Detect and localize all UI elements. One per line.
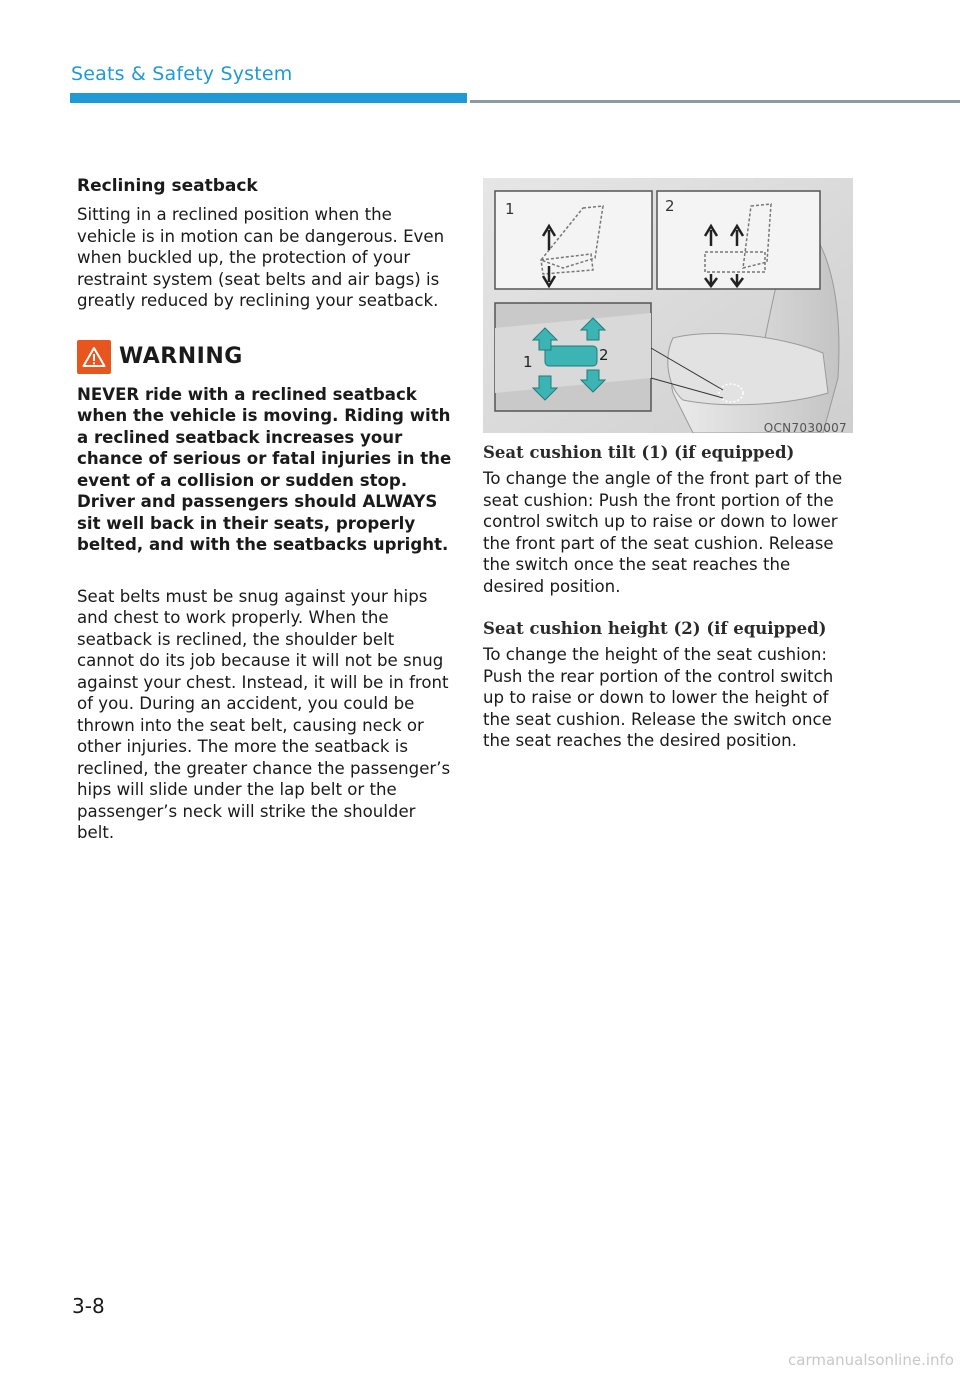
- page-number: 3-8: [72, 1294, 105, 1318]
- inset-1-number: 1: [505, 200, 515, 218]
- switch-label-1: 1: [523, 353, 533, 371]
- watermark: carmanualsonline.info: [788, 1351, 954, 1369]
- seat-cushion-figure: [483, 178, 853, 433]
- height-paragraph: To change the height of the seat cushion: Push the rear portion of the control switch up to raise or down to lower the height of the seat cushion. Release the switch once the seat reaches the desired position.: [483, 645, 834, 750]
- inset-2-number: 2: [665, 197, 675, 215]
- right-column: [483, 443, 855, 752]
- warning-header: [77, 340, 455, 374]
- height-heading: Seat cushion height (2) (if equipped): [483, 619, 827, 638]
- seatbelt-paragraph: Seat belts must be snug against your hips and chest to work properly. When the seatback is reclined, the shoulder belt cannot do its job because it will not be snug against your chest. Instead, it will be in front of you. During an accident, you could be thrown into the seat belt, causing neck or other injuries. The more the seatback is reclined, the greater chance the passenger’s hips will slide under the lap belt or the passenger’s neck will strike the shoulder belt.: [77, 586, 451, 842]
- reclining-heading: Reclining seatback: [77, 176, 258, 196]
- warning-label: WARNING: [119, 344, 243, 369]
- figure-code: OCN7030007: [763, 421, 847, 435]
- tilt-heading: Seat cushion tilt (1) (if equipped): [483, 443, 795, 462]
- warning-triangle-icon: [77, 340, 111, 374]
- header-rule-accent: [70, 93, 467, 103]
- reclining-paragraph: Sitting in a reclined position when the vehicle is in motion can be dangerous. Even when buckled up, the protection of your restraint system (seat belts and air bags) is greatly reduced by reclining your seatback.: [77, 205, 445, 310]
- section-title: Seats & Safety System: [71, 63, 293, 85]
- switch-label-2: 2: [599, 346, 609, 364]
- left-column: [77, 176, 455, 844]
- tilt-paragraph: To change the angle of the front part of the seat cushion: Push the front portion of the control switch up to raise or down to lower the front part of the seat cushion. Release the switch once the seat reaches the desired position.: [483, 469, 843, 596]
- header-rule-gray: [470, 100, 960, 103]
- warning-text: NEVER ride with a reclined seatback when the vehicle is moving. Riding with a reclined seatback increases your chance of serious or fatal injuries in the event of a collision or sudden stop. Driver and passengers should ALWAYS sit well back in their seats, properly belted, and with the seatbacks upright.: [77, 384, 452, 554]
